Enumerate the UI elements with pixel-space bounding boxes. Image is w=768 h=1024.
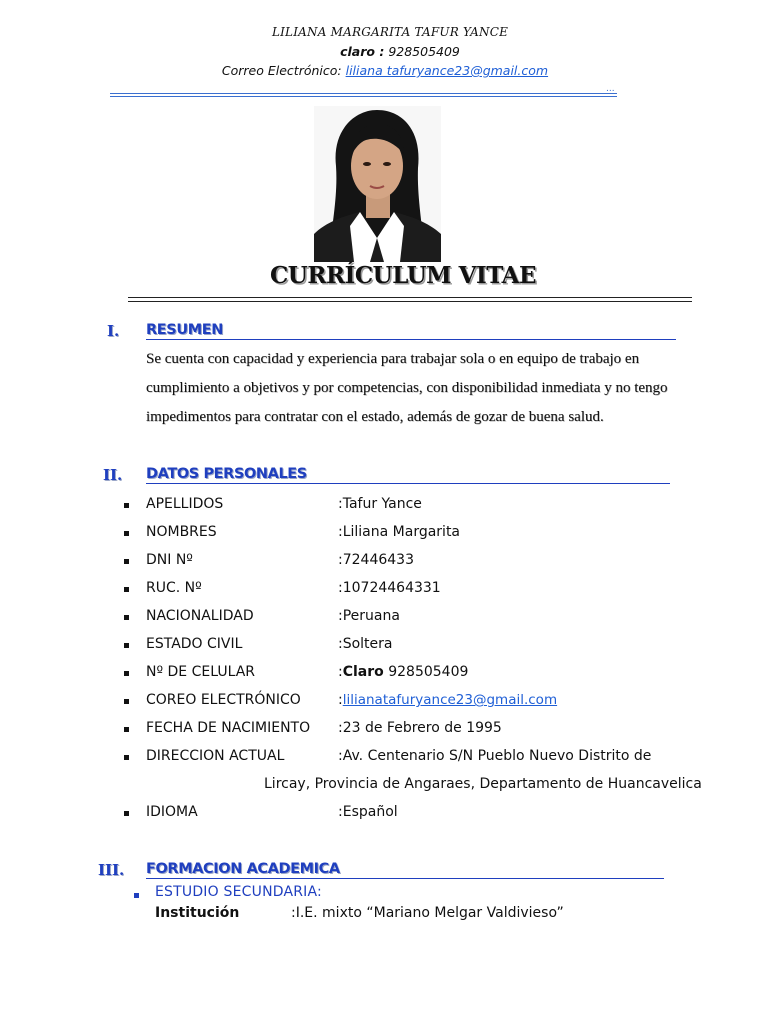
datos-value: :72446433 <box>338 552 414 568</box>
institution-label: Institución <box>155 905 240 921</box>
section-underline-datos <box>146 483 670 484</box>
header-divider-2 <box>110 96 617 97</box>
header-email-link[interactable]: liliana tafuryance23@gmail.com <box>345 63 549 78</box>
datos-label: ESTADO CIVIL <box>146 636 243 652</box>
header-phone <box>0 44 768 59</box>
datos-label: DNI Nº <box>146 552 193 568</box>
datos-value: :Peruana <box>338 608 400 624</box>
header-divider <box>110 93 617 94</box>
datos-label: APELLIDOS <box>146 496 224 512</box>
datos-label: NOMBRES <box>146 524 217 540</box>
datos-label: NACIONALIDAD <box>146 608 254 624</box>
bullet-icon <box>124 503 129 508</box>
value-prefix: : <box>338 664 343 680</box>
datos-label: Nº DE CELULAR <box>146 664 255 680</box>
datos-value <box>338 664 468 680</box>
section-title-formacion: FORMACION ACADEMICA <box>146 861 340 877</box>
bullet-icon <box>124 587 129 592</box>
datos-value: :Tafur Yance <box>338 496 422 512</box>
resumen-line: Se cuenta con capacidad y experiencia para trabajar sola o en equipo de trabajo en <box>146 351 640 367</box>
section-title-datos: DATOS PERSONALES <box>146 466 307 482</box>
datos-value: :Av. Centenario S/N Pueblo Nuevo Distrito de <box>338 748 652 764</box>
datos-label: RUC. Nº <box>146 580 202 596</box>
resumen-line: impedimentos para contratar con el estado, además de gozar de buena salud. <box>146 409 604 425</box>
portrait-image <box>314 106 441 262</box>
bullet-icon <box>124 727 129 732</box>
value-prefix: : <box>338 692 343 708</box>
section-underline-formacion <box>146 878 664 879</box>
header-email-label: Correo Electrónico: <box>221 63 342 78</box>
bullet-icon <box>124 559 129 564</box>
datos-value-continuation: Lircay, Provincia de Angaraes, Departamento de Huancavelica <box>264 776 702 792</box>
bullet-icon <box>134 893 139 898</box>
title-divider <box>128 297 692 298</box>
datos-value: :Liliana Margarita <box>338 524 461 540</box>
header-email <box>0 63 768 78</box>
section-underline-resumen <box>146 339 676 340</box>
bullet-icon <box>124 755 129 760</box>
datos-value: :Español <box>338 804 398 820</box>
datos-label: FECHA DE NACIMIENTO <box>146 720 311 736</box>
section-title-resumen: RESUMEN <box>146 322 223 338</box>
resumen-paragraph <box>146 345 686 432</box>
section-number-datos: II. <box>103 466 123 484</box>
email-link[interactable]: lilianatafuryance23@gmail.com <box>342 692 558 708</box>
datos-value: :Soltera <box>338 636 393 652</box>
bullet-icon <box>124 643 129 648</box>
section-number-resumen: I. <box>107 322 120 340</box>
datos-label: DIRECCION ACTUAL <box>146 748 285 764</box>
datos-label: COREO ELECTRÓNICO <box>146 692 301 708</box>
section-number-formacion: III. <box>98 861 125 879</box>
header-phone-number: 928505409 <box>388 44 460 59</box>
title-divider-2 <box>128 301 692 302</box>
header-name: LILIANA MARGARITA TAFUR YANCE <box>271 25 509 39</box>
institution-value: :I.E. mixto “Mariano Melgar Valdivieso” <box>291 905 564 921</box>
bullet-icon <box>124 531 129 536</box>
header-divider-dots: ... <box>606 84 615 94</box>
datos-value <box>338 692 557 708</box>
profile-photo <box>314 106 441 262</box>
carrier-name: Claro <box>342 664 384 680</box>
datos-value: :10724464331 <box>338 580 441 596</box>
bullet-icon <box>124 671 129 676</box>
study-label: ESTUDIO SECUNDARIA: <box>155 884 322 900</box>
bullet-icon <box>124 615 129 620</box>
datos-value: :23 de Febrero de 1995 <box>338 720 502 736</box>
phone-number: 928505409 <box>383 664 469 680</box>
bullet-icon <box>124 699 129 704</box>
header-phone-label: claro : <box>340 44 385 59</box>
bullet-icon <box>124 811 129 816</box>
datos-label: IDIOMA <box>146 804 198 820</box>
page-title: CURRÍCULUM VITAE <box>270 262 536 289</box>
resumen-line: cumplimiento a objetivos y por competencias, con disponibilidad inmediata y no tengo <box>146 380 668 396</box>
